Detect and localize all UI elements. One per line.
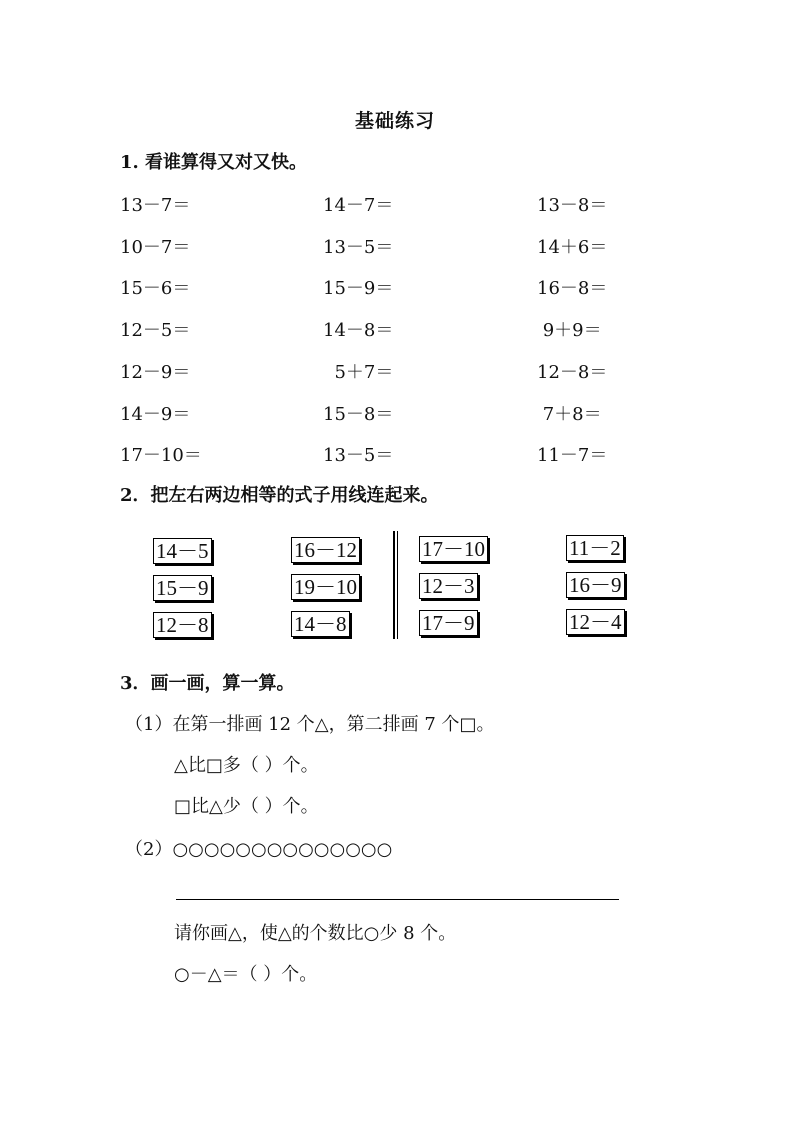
equation: 15－9＝ [323,278,394,299]
equation: 14－9＝ [120,404,191,425]
equation: 12－8＝ [537,362,608,383]
question-1-blank-b: □比△少（ ）个。 [174,796,319,817]
expression-box[interactable]: 12－3 [419,573,478,599]
expression-box[interactable]: 16－9 [566,572,625,598]
section3-heading: 3．画一画，算一算。 [120,673,295,694]
expression-box[interactable]: 14－8 [291,611,350,637]
equation: 7＋8＝ [537,404,602,425]
equation: 13－5＝ [323,445,394,466]
equation: 13－8＝ [537,195,608,216]
equation: 14＋6＝ [537,237,608,258]
equation: 14－8＝ [323,320,394,341]
equation: 13－7＝ [120,195,191,216]
equation: 12－9＝ [120,362,191,383]
expression-box[interactable]: 12－4 [566,609,625,635]
question-2-instruction: 请你画△，使△的个数比○少 8 个。 [174,923,457,944]
expression-box[interactable]: 15－9 [153,575,212,601]
equation: 16－8＝ [537,278,608,299]
question-2-circles: （2）○○○○○○○○○○○○○○ [125,839,393,860]
section2-heading: 2．把左右两边相等的式子用线连起来。 [120,485,439,506]
section1-heading: 1. 看谁算得又对又快。 [120,152,308,173]
question-1-blank-a: △比□多（ ）个。 [174,755,319,776]
equation: 9＋9＝ [537,320,602,341]
expression-box[interactable]: 17－10 [419,536,488,562]
expression-box[interactable]: 11－2 [566,535,624,561]
expression-box[interactable]: 17－9 [419,610,478,636]
expression-box[interactable]: 12－8 [153,612,212,638]
equation: 17－10＝ [120,445,202,466]
equation: 15－6＝ [120,278,191,299]
equation: 11－7＝ [537,445,608,466]
column-divider [393,531,395,639]
drawing-line [176,899,619,900]
expression-box[interactable]: 19－10 [291,574,360,600]
equation: 15－8＝ [323,404,394,425]
equation: 10－7＝ [120,237,191,258]
page-title: 基础练习 [355,110,436,132]
equation: 14－7＝ [323,195,394,216]
expression-box[interactable]: 16－12 [291,537,360,563]
column-divider-inner [397,531,398,639]
question-1: （1）在第一排画 12 个△，第二排画 7 个□。 [125,714,495,735]
equation: 13－5＝ [323,237,394,258]
equation: 5＋7＝ [323,362,394,383]
equation: 12－5＝ [120,320,191,341]
expression-box[interactable]: 14－5 [153,538,212,564]
question-2-blank: ○－△＝（ ）个。 [174,964,318,985]
